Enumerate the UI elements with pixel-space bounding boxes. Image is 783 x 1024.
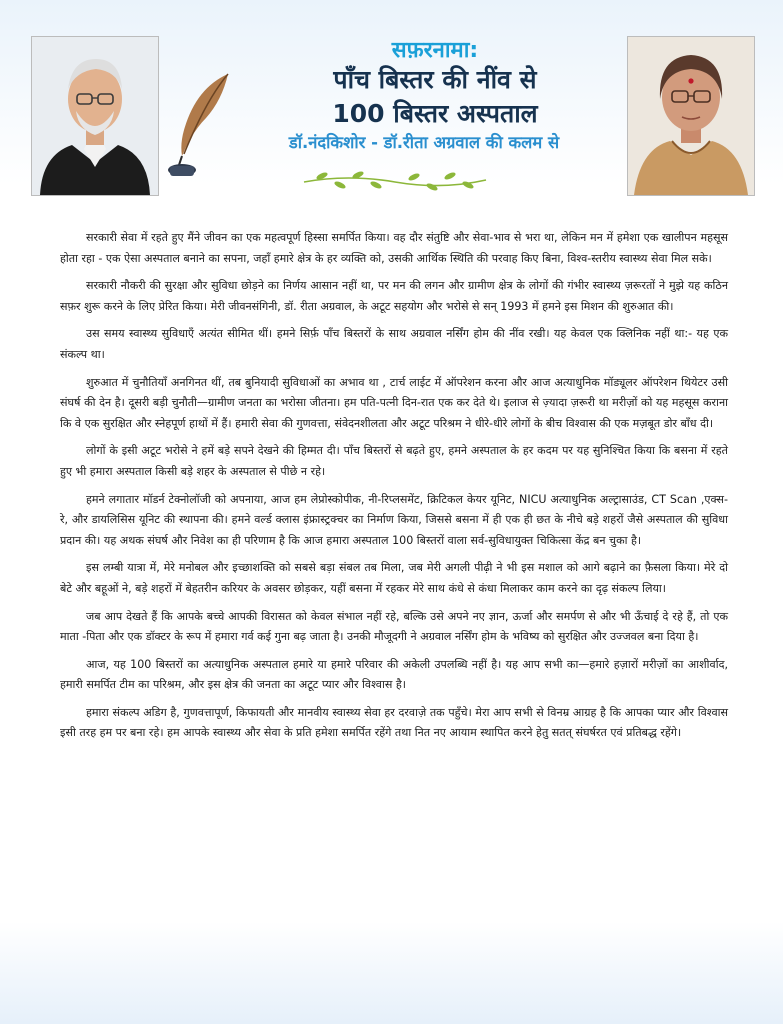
body-paragraph: हमने लगातार मॉडर्न टेक्नोलॉजी को अपनाया, आज हम लेप्रोस्कोपीक, नी-रिप्लसमेंट, क्रिटिकल केयर यूनिट, NICU अत्याधुनिक अल्ट्रासाउंड, CT Scan ,एक्स-रे, और डायलिसिस यूनिट की स्थापना की। हमने वर्ल्ड क्लास इंफ्रास्ट्रक्चर का निर्माण किया, जिससे बसना में ही एक ही छत के नीचे बड़े शहरों जैसे अस्पताल की सुविधा प्रदान की। यह अथक संघर्ष और निवेश का ही परिणाम है कि आज हमारा अस्पताल 100 बिस्तरों वाला सर्व-सुविधायुक्त चिकित्सा केंद्र बन चुका है। xyxy=(60,492,728,547)
page-title-line-1: पाँच बिस्तर की नींव से xyxy=(333,65,537,94)
body-paragraph: इस लम्बी यात्रा में, मेरे मनोबल और इच्छाशक्ति को सबसे बड़ा संबल तब मिला, जब मेरी अगली पीढ़ी ने भी इस मशाल को आगे बढ़ाने का फ़ैसला किया। मेरे दो बेटे और बहूओं ने, बड़े शहरों में बेहतरीन करियर के अवसर छोड़कर, यहीं बसना में रहकर मेरे साथ कंधे से कंधा मिलाकर काम करने का दृढ़ संकल्प लिया। xyxy=(60,561,728,595)
portrait-woman-icon xyxy=(628,37,754,195)
series-label: सफ़रनामा: xyxy=(391,38,479,63)
author-photo-right xyxy=(627,36,755,196)
body-paragraph: हमारा संकल्प अडिग है, गुणवत्तापूर्ण, किफायती और मानवीय स्वास्थ्य सेवा हर दरवाज़े तक पहुँचे। मेरा आप सभी से विनम्र आग्रह है कि आपका प्यार और विश्वास इसी तरह हम पर बना रहे। हम आपके स्वास्थ्य और सेवा के प्रति हमेशा समर्पित रहेंगे तथा नित नए आयाम स्थापित करने हेतु सतत् संघर्षरत एवं प्रतिबद्ध रहेंगे। xyxy=(60,705,728,740)
body-paragraph: आज, यह 100 बिस्तरों का अत्याधुनिक अस्पताल हमारे या हमारे परिवार की अकेली उपलब्धि नहीं है। यह आप सभी का—हमारे हज़ारों मरीज़ों का आशीर्वाद, हमारी समर्पित टीम का परिश्रम, और इस क्षेत्र की जनता का अटूट प्यार और विश्वास है। xyxy=(60,657,728,692)
body-paragraph: सरकारी सेवा में रहते हुए मैंने जीवन का एक महत्वपूर्ण हिस्सा समर्पित किया। वह दौर संतुष्टि और सेवा-भाव से भरा था, लेकिन मन में हमेशा एक खालीपन महसूस होता रहा - एक ऐसा अस्पताल बनाने का सपना, जहाँ हमारे क्षेत्र के हर व्यक्ति को, उसकी आर्थिक स्थिति की परवाह किए बिना, विश्व-स्तरीय स्वास्थ्य सेवा मिल सके। xyxy=(60,231,728,265)
body-paragraph: शुरुआत में चुनौतियाँ अनगिनत थीं, तब बुनियादी सुविधाओं का अभाव था , टार्च लाईट में ऑपरेशन करना और आज अत्याधुनिक मॉड्यूलर ऑपरेशन थियेटर उसी संघर्ष की देन है। दूसरी बड़ी चुनौती—ग्रामीण जनता का भरोसा जीतना। हम पति-पत्नी दिन-रात एक कर देते थे। इलाज से ज़्यादा ज़रूरी था मरीज़ों को यह महसूस कराना कि वे एक सुरक्षित और स्नेहपूर्ण हाथों में हैं। हमारी सेवा की गुणवत्ता, संवेदनशीलता और अटूट परिश्रम ने धीरे-धीरे लोगों के बीच विश्वास की एक मज़बूत डोर बाँध दी। xyxy=(60,375,728,430)
author-photo-left xyxy=(31,36,159,196)
body-paragraph: उस समय स्वास्थ्य सुविधाएँ अत्यंत सीमित थीं। हमने सिर्फ़ पाँच बिस्तरों के साथ अग्रवाल नर्सिंग होम की नींव रखी। यह केवल एक क्लिनिक नहीं था:- यह एक संकल्प था। xyxy=(60,327,728,361)
body-paragraph: जब आप देखते हैं कि आपके बच्चे आपकी विरासत को केवल संभाल नहीं रहे, बल्कि उसे अपने नए ज्ञान, ऊर्जा और समर्पण से और भी ऊँचाई दे रहे हैं, तो एक माता -पिता और एक डॉक्टर के रूप में हमारा गर्व कई गुना बढ़ जाता है। उनकी मौजूदगी ने अग्रवाल नर्सिंग होम के भविष्य को सुरक्षित और उज्जवल बना दिया है। xyxy=(60,609,728,644)
article-body xyxy=(60,228,728,751)
quill-pen-icon xyxy=(166,70,236,180)
body-paragraph: लोगों के इसी अटूट भरोसे ने हमें बड़े सपने देखने की हिम्मत दी। पाँच बिस्तरों से बढ़ते हुए, हमने अस्पताल के हर कदम पर यह सुनिश्चित किया कि बसना में रहते हुए भी हमारा अस्पताल किसी बड़े शहर के अस्पताल से पीछे न रहे। xyxy=(60,444,728,478)
author-byline: डॉ.नंदकिशोर - डॉ.रीता अग्रवाल की कलम से xyxy=(288,133,560,152)
body-paragraph: सरकारी नौकरी की सुरक्षा और सुविधा छोड़ने का निर्णय आसान नहीं था, पर मन की लगन और ग्रामीण क्षेत्र के लोगों की गंभीर स्वास्थ्य ज़रूरतों ने मुझे यह कठिन सफ़र शुरू करने के लिए प्रेरित किया। मेरी जीवनसंगिनी, डॉ. रीता अग्रवाल, के अटूट सहयोग और भरोसे से सन् 1993 में हमने इस मिशन की शुरुआत की। xyxy=(60,279,728,313)
page-title-line-2: 100 बिस्तर अस्पताल xyxy=(332,99,538,128)
vine-divider-icon xyxy=(300,168,490,194)
portrait-man-icon xyxy=(32,37,158,195)
